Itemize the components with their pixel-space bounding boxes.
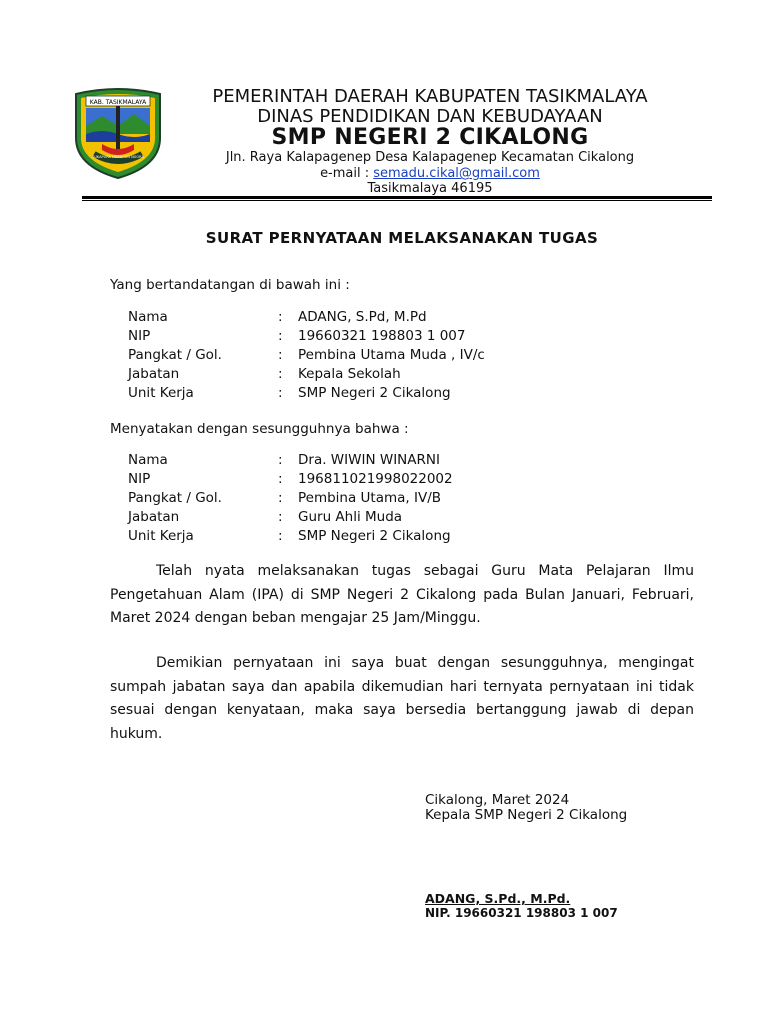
field-value: 196811021998022002 [298, 471, 453, 487]
signer-row-name [128, 308, 485, 327]
signature-place-date: Cikalong, Maret 2024 [425, 792, 570, 808]
field-colon: : [278, 328, 283, 344]
intro-text: Yang bertandatangan di bawah ini : [110, 277, 350, 293]
signer-row-position [128, 365, 485, 384]
field-value: 19660321 198803 1 007 [298, 328, 466, 344]
declaration-text: Menyatakan dengan sesungguhnya bahwa : [110, 421, 409, 437]
closing-paragraph [110, 652, 694, 746]
field-value: Dra. WIWIN WINARNI [298, 452, 440, 468]
field-label: Jabatan [128, 509, 180, 525]
subject-row-rank [128, 489, 453, 508]
signatory-name: ADANG, S.Pd., M.Pd. [425, 891, 571, 906]
field-label: Unit Kerja [128, 528, 194, 544]
field-colon: : [278, 366, 283, 382]
signer-row-unit [128, 384, 485, 403]
field-colon: : [278, 490, 283, 506]
field-value: SMP Negeri 2 Cikalong [298, 385, 451, 401]
field-label: Unit Kerja [128, 385, 194, 401]
field-label: Nama [128, 452, 168, 468]
field-value: SMP Negeri 2 Cikalong [298, 528, 451, 544]
field-value: Kepala Sekolah [298, 366, 401, 382]
field-label: Nama [128, 309, 168, 325]
subject-row-unit [128, 527, 453, 546]
closing-text: Demikian pernyataan ini saya buat dengan sesungguhnya, mengingat sumpah jabatan saya dan apabila dikemudian hari ternyata pernyataan ini tidak sesuai dengan kenyataan, maka saya bersedia bertanggung jawab di depan hukum. [110, 655, 694, 742]
field-value: Guru Ahli Muda [298, 509, 403, 525]
subject-row-name [128, 451, 453, 470]
nip-value: 19660321 198803 1 007 [454, 906, 618, 920]
field-colon: : [278, 509, 283, 525]
field-colon: : [278, 309, 283, 325]
signatory-nip [425, 906, 618, 920]
field-label: Pangkat / Gol. [128, 490, 222, 506]
task-statement-text: Telah nyata melaksanakan tugas sebagai Guru Mata Pelajaran Ilmu Pengetahuan Alam (IPA) di SMP Negeri 2 Cikalong pada Bulan Januari, Februari, Maret 2024 dengan beban mengajar 25 Jam/Minggu. [110, 563, 694, 626]
logo-label-text: KAB. TASIKMALAYA [89, 99, 147, 106]
nip-label: NIP. [425, 906, 451, 920]
task-statement-paragraph [110, 560, 694, 631]
field-value: Pembina Utama Muda , IV/c [298, 347, 485, 363]
field-label: Jabatan [128, 366, 180, 382]
field-label: NIP [128, 328, 151, 344]
email-label: e-mail : [320, 166, 374, 181]
field-colon: : [278, 347, 283, 363]
header-address: Jln. Raya Kalapagenep Desa Kalapagenep Kecamatan Cikalong [225, 150, 635, 165]
signer-details [128, 308, 485, 403]
field-value: Pembina Utama, IV/B [298, 490, 442, 506]
subject-row-nip [128, 470, 453, 489]
field-value: ADANG, S.Pd, M.Pd [298, 309, 427, 325]
header-school-name: SMP NEGERI 2 CIKALONG [271, 125, 589, 150]
logo-motto-text: SUKAPURA NGADAUN NGORA [92, 155, 144, 159]
signature-position: Kepala SMP Negeri 2 Cikalong [425, 807, 628, 823]
field-label: NIP [128, 471, 151, 487]
field-colon: : [278, 385, 283, 401]
header-email-line [150, 166, 710, 181]
letterhead-divider [82, 196, 712, 201]
signer-row-rank [128, 346, 485, 365]
subject-details [128, 451, 453, 546]
field-colon: : [278, 471, 283, 487]
field-colon: : [278, 452, 283, 468]
email-link[interactable]: semadu.cikal@gmail.com [373, 166, 540, 181]
header-government: PEMERINTAH DAERAH KABUPATEN TASIKMALAYA [212, 86, 648, 107]
header-city: Tasikmalaya 46195 [367, 181, 493, 196]
field-colon: : [278, 528, 283, 544]
document-title: SURAT PERNYATAAN MELAKSANAKAN TUGAS [205, 229, 599, 247]
subject-row-position [128, 508, 453, 527]
field-label: Pangkat / Gol. [128, 347, 222, 363]
header-department: DINAS PENDIDIKAN DAN KEBUDAYAAN [257, 106, 603, 127]
signer-row-nip [128, 327, 485, 346]
